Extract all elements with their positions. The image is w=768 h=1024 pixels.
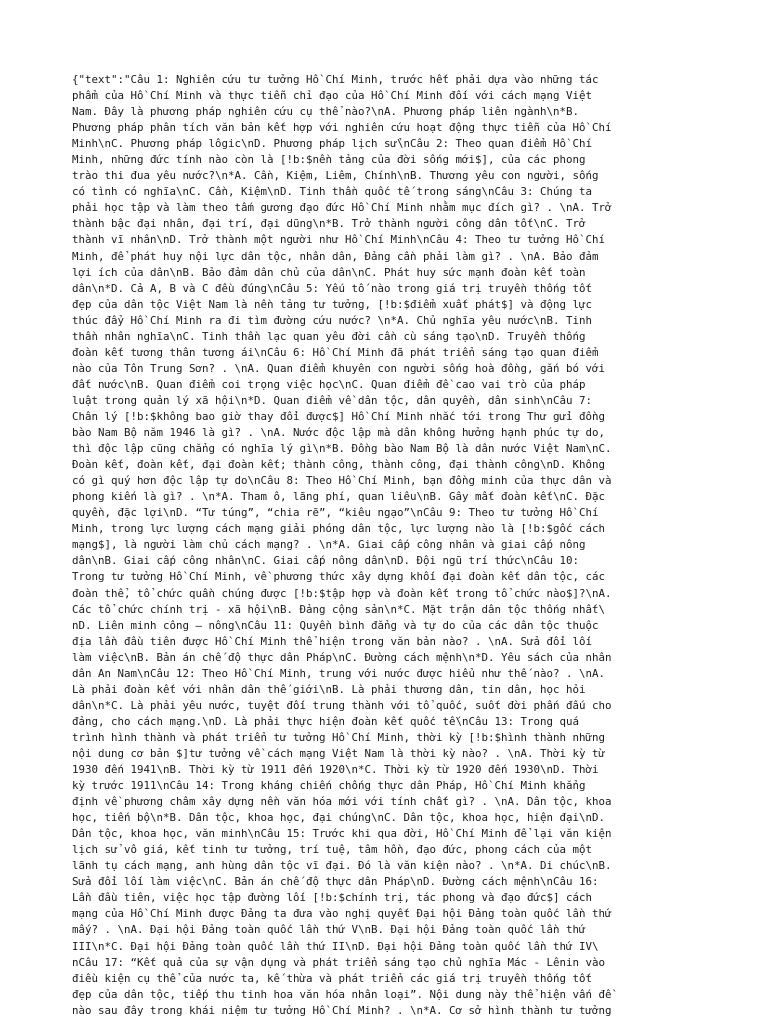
text-line: đẹp của dân tộc Việt Nam là nền tảng tư tưởng, [!b:$điểm xuất phát$] và động lực [72, 297, 593, 311]
text-line: Sửa đổi lối làm việc\nC. Bản án chế độ thực dân Pháp\nD. Đường cách mệnh\nCâu 16: [72, 875, 599, 889]
text-line: phẩm của Hồ Chí Minh và thực tiễn chỉ đạo của Hồ Chí Minh đối với cách mạng Việt [72, 89, 593, 103]
text-line: nD. Liên minh công – nông\nCâu 11: Quyền bình đẳng và tự do của các dân tộc thuộc [72, 618, 599, 632]
text-line: phải học tập và làm theo tấm gương đạo đức Hồ Chí Minh nhằm mục đích gì? . \nA. Trở [72, 201, 612, 215]
text-line: đoàn thể, tổ chức quần chúng được [!b:$tập hợp và đoàn kết trong tổ chức nào$]?\nA. [72, 586, 612, 600]
text-line: có tình có nghĩa\nC. Cần, Kiệm\nD. Tinh thần quốc tế trong sáng\nCâu 3: Chúng ta [72, 185, 593, 199]
text-line: dân\n*C. Là phải yêu nước, tuyệt đối trung thành với tổ quốc, suốt đời phấn đấu cho [72, 698, 612, 712]
document-text [72, 72, 700, 1017]
text-line: trình hình thành và phát triển tư tưởng Hồ Chí Minh, thời kỳ [!b:$hình thành những [72, 730, 606, 744]
text-line: Phương pháp phân tích văn bản kết hợp với nghiên cứu hoạt động thực tiễn của Hồ Chí [72, 121, 612, 135]
text-line: Là phải đoàn kết với nhân dân thế giới\nB. Là phải thương dân, tin dân, học hỏi [72, 682, 586, 696]
text-line: thành vĩ nhân\nD. Trở thành một người như Hồ Chí Minh\nCâu 4: Theo tư tưởng Hồ Chí [72, 233, 606, 247]
text-line: 1930 đến 1941\nB. Thời kỳ từ 1911 đến 1920\n*C. Thời kỳ từ 1920 đến 1930\nD. Thời [72, 763, 599, 777]
text-line: Trong tư tưởng Hồ Chí Minh, về phương thức xây dựng khối đại đoàn kết dân tộc, các [72, 570, 606, 584]
text-line: dân\nB. Giai cấp công nhân\nC. Giai cấp nông dân\nD. Đội ngũ trí thức\nCâu 10: [72, 554, 580, 568]
text-line: lãnh tụ cách mạng, anh hùng dân tộc vĩ đại. Đó là văn kiện nào? . \n*A. Di chúc\nB. [72, 859, 612, 873]
text-line: lịch sử vô giá, kết tinh tư tưởng, trí tuệ, tâm hồn, đạo đức, phong cách của một [72, 843, 593, 857]
text-line: luật trong quản lý xã hội\n*D. Quan điểm về dân tộc, dân quyền, dân sinh\nCâu 7: [72, 393, 593, 407]
text-line: nào của Tôn Trung Sơn? . \nA. Quan điểm khuyên con người sống hoà đồng, gắn bó với [72, 361, 606, 375]
text-line: trào thi đua yêu nước?\n*A. Cần, Kiệm, Liêm, Chính\nB. Thương yêu con người, sống [72, 169, 599, 183]
text-line: Lần đầu tiên, việc học tập đường lối [!b:$chính trị, tác phong và đạo đức$] cách [72, 891, 593, 905]
text-line: phong kiến là gì? . \n*A. Tham ô, lãng phí, quan liêu\nB. Gây mất đoàn kết\nC. Đặc [72, 490, 606, 504]
text-line: có gì quý hơn độc lập tự do\nCâu 8: Theo Hồ Chí Minh, bạn đồng minh của thực dân và [72, 474, 612, 488]
text-line: {"text":"Câu 1: Nghiên cứu tư tưởng Hồ Chí Minh, trước hết phải dựa vào những tác [72, 73, 599, 86]
text-line: đoàn kết tương thân tương ái\nCâu 6: Hồ Chí Minh đã phát triển sáng tạo quan điểm [72, 345, 599, 359]
text-line: Chân lý [!b:$không bao giờ thay đổi được$] Hồ Chí Minh nhắc tới trong Thư gửi đồng [72, 409, 606, 423]
text-line: mấy? . \nA. Đại hội Đảng toàn quốc lần thứ V\nB. Đại hội Đảng toàn quốc lần thứ [72, 923, 586, 937]
text-line: thì độc lập cũng chẳng có nghĩa lý gì\n*B. Đồng bào Nam Bộ là dân nước Việt Nam\nC. [72, 442, 612, 456]
text-line: Các tổ chức chính trị - xã hội\nB. Đảng cộng sản\n*C. Mặt trận dân tộc thống nhất\ [72, 602, 606, 616]
text-line: bào Nam Bộ năm 1946 là gì? . \nA. Nước độc lập mà dân không hưởng hạnh phúc tự do, [72, 426, 606, 440]
text-line: Nam. Đây là phương pháp nghiên cứu cụ thể nào?\nA. Phương pháp liên ngành\n*B. [72, 105, 580, 119]
text-line: nCâu 17: “Kết quả của sự vận dụng và phát triển sáng tạo chủ nghĩa Mác - Lênin vào [72, 955, 606, 969]
text-line: đẹp của dân tộc, tiếp thu tinh hoa văn hóa nhân loại”. Nội dung này thể hiện vấn đề [72, 987, 612, 1001]
text-line: lợi ích của dân\nB. Bảo đảm dân chủ của dân\nC. Phát huy sức mạnh đoàn kết toàn [72, 265, 586, 279]
text-line: Minh, để phát huy nội lực dân tộc, nhân dân, Đảng cần phải làm gì? . \nA. Bảo đảm [72, 249, 599, 263]
text-line: thần nhân nghĩa\nC. Tinh thần lạc quan yêu đời cần cù sáng tạo\nD. Truyền thống [72, 329, 586, 343]
text-line: địa lần đầu tiên được Hồ Chí Minh thể hiện trong văn bản nào? . \nA. Sửa đổi lối [72, 634, 593, 648]
text-line: đất nước\nB. Quan điểm coi trọng việc học\nC. Quan điểm đề cao vai trò của pháp [72, 377, 586, 391]
text-line: đảng, cho cách mạng.\nD. Là phải thực hiện đoàn kết quốc tế\nCâu 13: Trong quá [72, 714, 580, 728]
text-line: dân An Nam\nCâu 12: Theo Hồ Chí Minh, trung với nước được hiểu như thế nào? . \nA. [72, 666, 606, 680]
text-line: thúc đẩy Hồ Chí Minh ra đi tìm đường cứu nước? \n*A. Chủ nghĩa yêu nước\nB. Tinh [72, 313, 593, 327]
text-line: thành bậc đại nhân, đại trí, đại dũng\n*B. Trở thành người công dân tốt\nC. Trở [72, 217, 586, 231]
text-line: nào sau đây trong khái niệm tư tưởng Hồ Chí Minh? . \n*A. Cơ sở hình thành tư tưởng [72, 1003, 612, 1017]
text-line: học, tiến bộ\n*B. Dân tộc, khoa học, đại chúng\nC. Dân tộc, khoa học, hiện đại\nD. [72, 811, 606, 825]
text-line: mạng$], là người làm chủ cách mạng? . \n*A. Giai cấp công nhân và giai cấp nông [72, 538, 586, 552]
text-line: quyền, đặc lợi\nD. “Tư túng”, “chia rẽ”, “kiêu ngạo”\nCâu 9: Theo tư tưởng Hồ Chí [72, 506, 599, 520]
text-line: III\n*C. Đại hội Đảng toàn quốc lần thứ II\nD. Đại hội Đảng toàn quốc lần thứ IV\ [72, 939, 599, 953]
text-line: điều kiện cụ thể của nước ta, kế thừa và phát triển các giá trị truyền thống tốt [72, 971, 593, 985]
text-line: dân\n*D. Cả A, B và C đều đúng\nCâu 5: Yếu tố nào trong giá trị truyền thống tốt [72, 281, 593, 295]
text-line: làm việc\nB. Bản án chế độ thực dân Pháp\nC. Đường cách mệnh\n*D. Yêu sách của nhân [72, 650, 612, 664]
text-line: nội dung cơ bản $]tư tưởng về cách mạng Việt Nam là thời kỳ nào? . \nA. Thời kỳ từ [72, 746, 606, 760]
text-line: Dân tộc, khoa học, văn minh\nCâu 15: Trước khi qua đời, Hồ Chí Minh để lại văn kiện [72, 827, 612, 841]
text-line: định về phương châm xây dựng nền văn hóa mới với tính chất gì? . \nA. Dân tộc, khoa [72, 795, 612, 809]
text-line: Minh, những đức tính nào còn là [!b:$nền tảng của đời sống mới$], của các phong [72, 153, 586, 167]
text-line: kỳ trước 1911\nCâu 14: Trong kháng chiến chống thực dân Pháp, Hồ Chí Minh khẳng [72, 779, 586, 793]
text-line: Minh, trong lực lượng cách mạng giải phóng dân tộc, lực lượng nào là [!b:$gốc cách [72, 522, 606, 536]
text-line: mạng của Hồ Chí Minh được Đảng ta đưa vào nghị quyết Đại hội Đảng toàn quốc lần thứ [72, 907, 612, 921]
text-line: Minh\nC. Phương pháp lôgic\nD. Phương pháp lịch sử\nCâu 2: Theo quan điểm Hồ Chí [72, 137, 593, 151]
text-line: Đoàn kết, đoàn kết, đại đoàn kết; thành công, thành công, đại thành công\nD. Không [72, 458, 606, 472]
